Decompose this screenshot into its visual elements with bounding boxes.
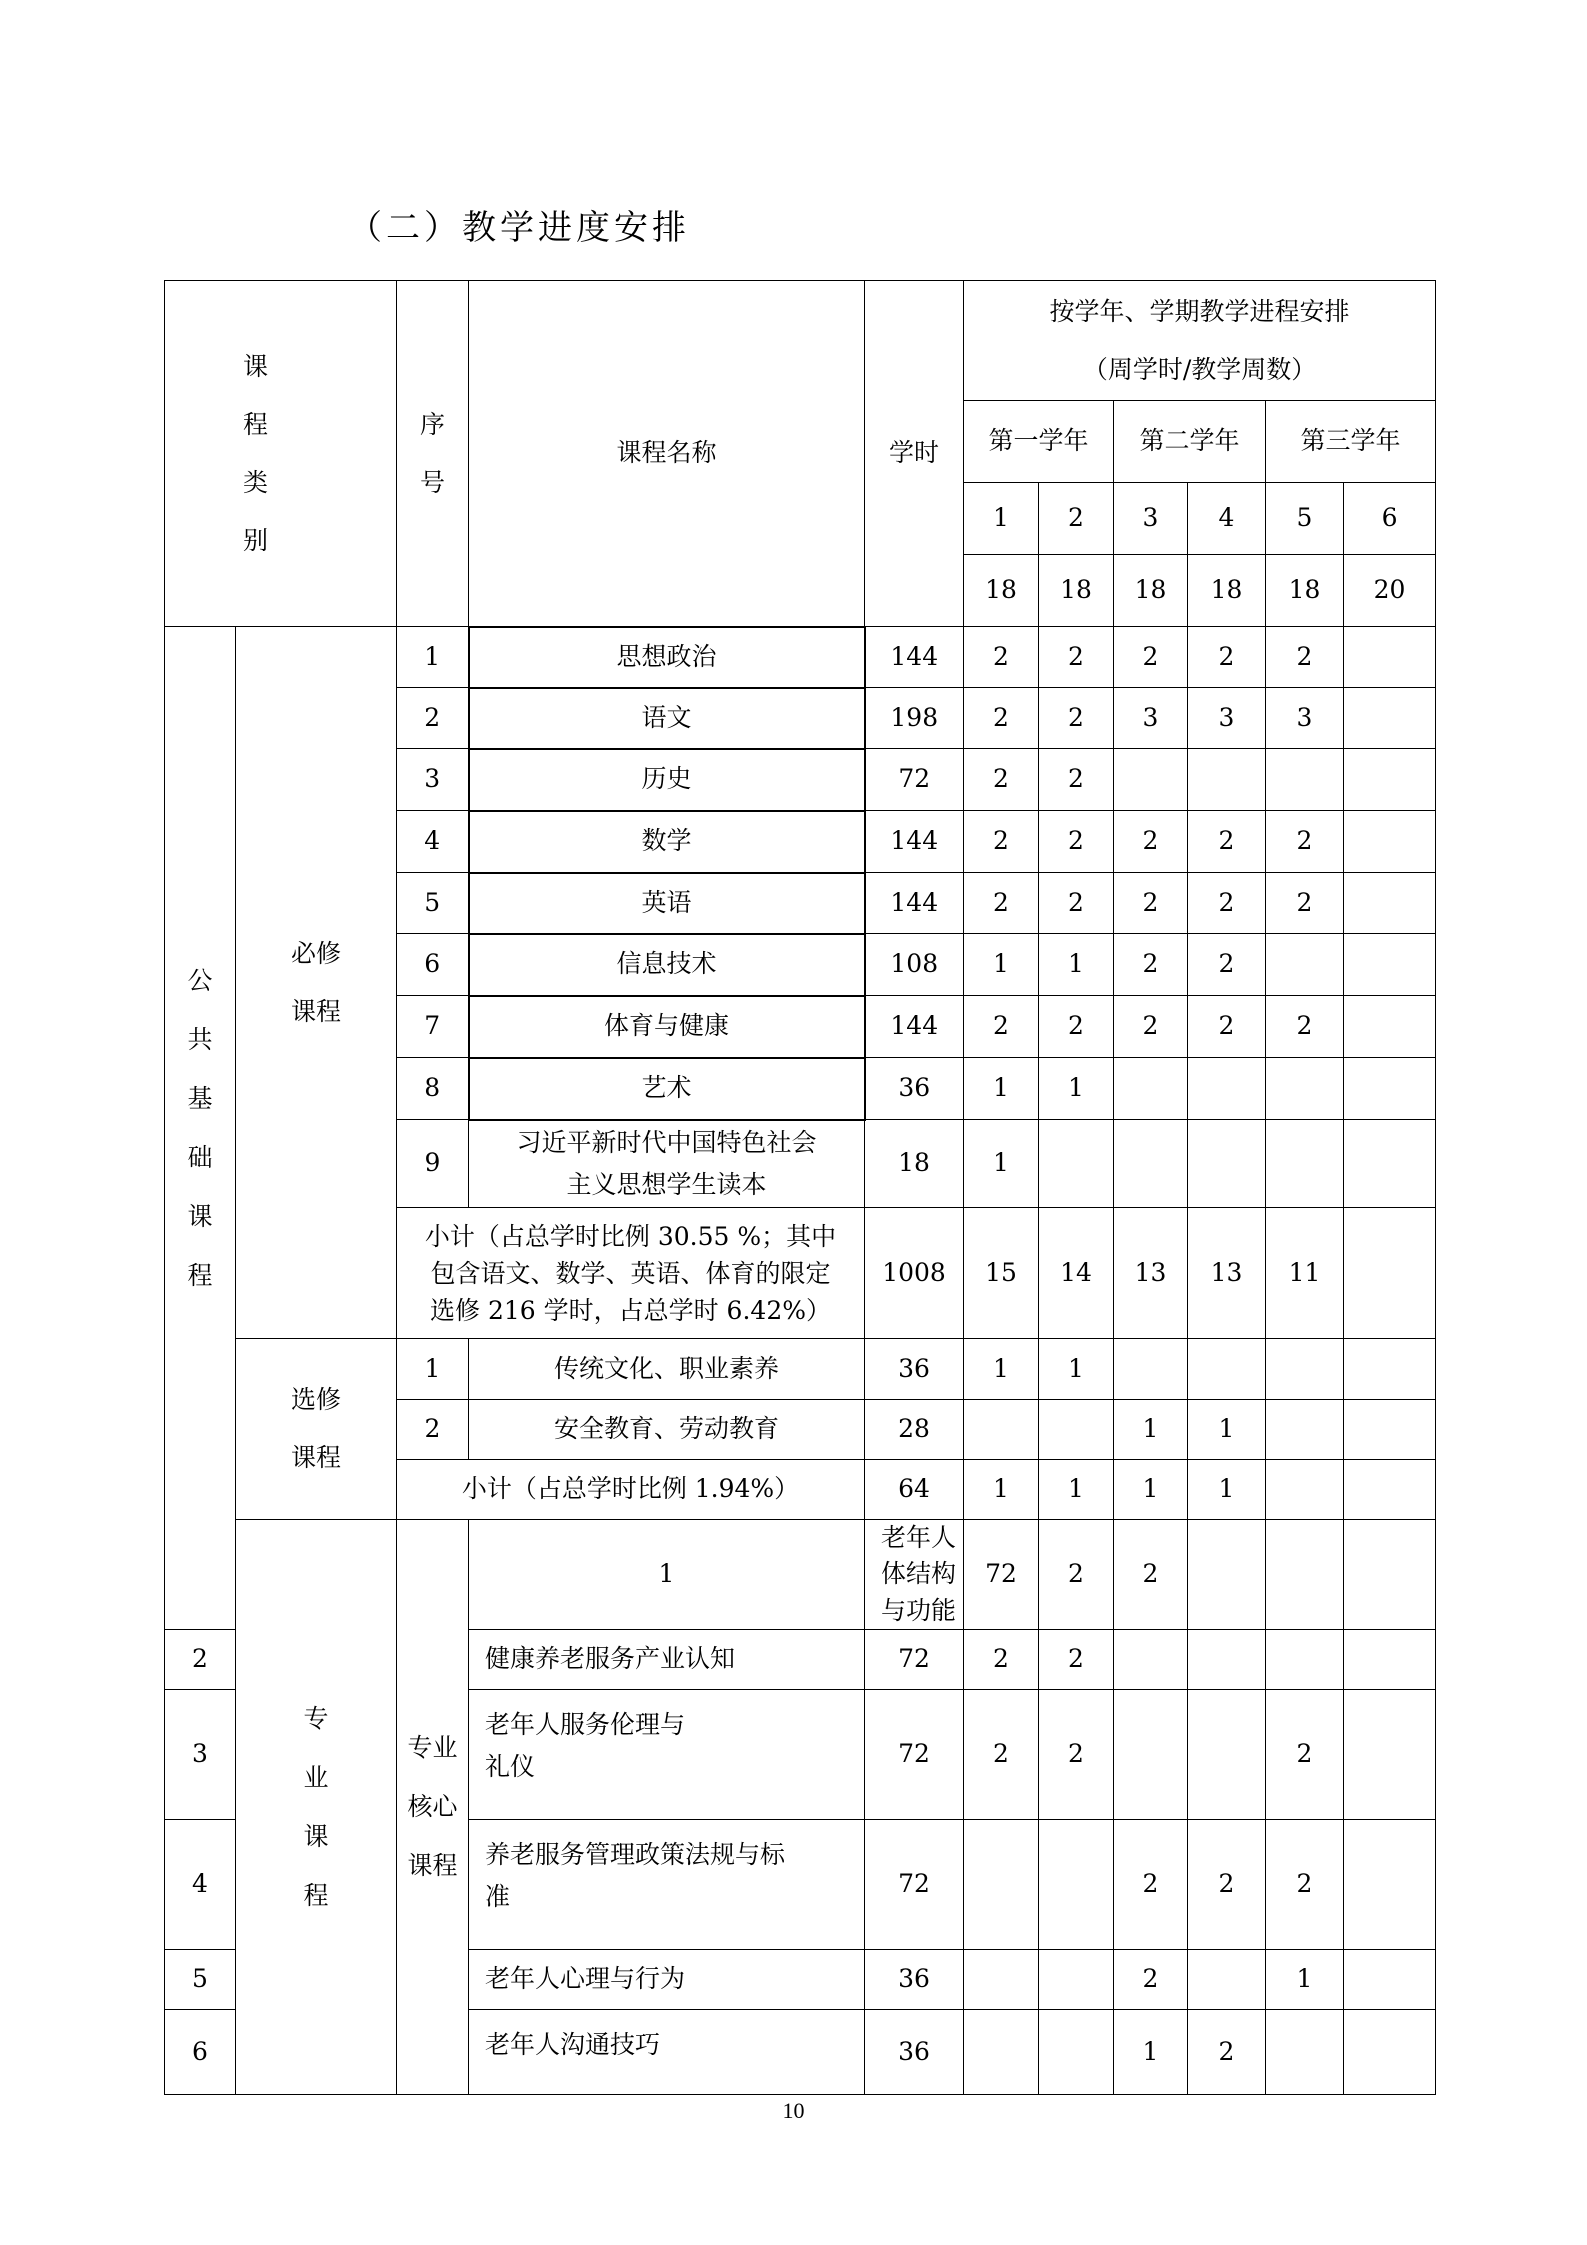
sem-hours bbox=[1266, 1058, 1344, 1120]
row-seq: 2 bbox=[397, 688, 469, 749]
sem-hours: 2 bbox=[1039, 1689, 1114, 1819]
row-seq: 1 bbox=[397, 627, 469, 688]
sem-hours bbox=[1344, 811, 1436, 873]
sem-hours: 2 bbox=[964, 688, 1039, 749]
sem-hours: 14 bbox=[1039, 1208, 1114, 1339]
sem-hours: 2 bbox=[1188, 2009, 1266, 2094]
sem-hours: 2 bbox=[1114, 1949, 1188, 2009]
course-name: 养老服务管理政策法规与标 准 bbox=[469, 1819, 865, 1949]
course-name: 体育与健康 bbox=[469, 996, 865, 1058]
sem-hours bbox=[1344, 1949, 1436, 2009]
sem-hours bbox=[1344, 1520, 1436, 1630]
sem-hours: 1 bbox=[964, 1339, 1039, 1400]
sem-hours bbox=[1188, 1339, 1266, 1400]
course-hours: 72 bbox=[865, 1689, 964, 1819]
sem-hours bbox=[1266, 749, 1344, 811]
course-name: 思想政治 bbox=[469, 627, 865, 688]
course-hours: 28 bbox=[865, 1400, 964, 1460]
sem-hours bbox=[1344, 2009, 1436, 2094]
course-hours: 144 bbox=[865, 627, 964, 688]
sem-hours: 2 bbox=[1266, 1819, 1344, 1949]
sem-hours bbox=[1266, 1629, 1344, 1689]
header-year-2: 第二学年 bbox=[1114, 401, 1266, 483]
sem-hours: 3 bbox=[1266, 688, 1344, 749]
sem-hours bbox=[1114, 1689, 1188, 1819]
sem-hours bbox=[1344, 749, 1436, 811]
sem-hours bbox=[964, 1949, 1039, 2009]
course-name: 安全教育、劳动教育 bbox=[469, 1400, 865, 1460]
sem-hours: 2 bbox=[1266, 996, 1344, 1058]
sem-hours bbox=[1266, 1400, 1344, 1460]
sem-hours: 1 bbox=[1266, 1949, 1344, 2009]
course-name: 老年人沟通技巧 bbox=[469, 2009, 865, 2094]
header-semester: 6 bbox=[1344, 483, 1436, 555]
header-weeks: 18 bbox=[1266, 555, 1344, 627]
sem-hours: 2 bbox=[1114, 996, 1188, 1058]
sem-hours: 3 bbox=[1114, 688, 1188, 749]
sem-hours: 1 bbox=[964, 1460, 1039, 1520]
sem-hours bbox=[1039, 1120, 1114, 1208]
course-name: 艺术 bbox=[469, 1058, 865, 1120]
sem-hours bbox=[964, 1819, 1039, 1949]
group-major: 专 业 课 程 bbox=[236, 1520, 397, 2095]
header-semester: 5 bbox=[1266, 483, 1344, 555]
sem-hours bbox=[1344, 934, 1436, 996]
sem-hours: 2 bbox=[1039, 996, 1114, 1058]
sem-hours bbox=[1344, 688, 1436, 749]
elective-subtotal-label: 小计（占总学时比例 1.94%） bbox=[397, 1460, 865, 1520]
sem-hours: 1 bbox=[1039, 1339, 1114, 1400]
sem-hours: 2 bbox=[1188, 934, 1266, 996]
sem-hours bbox=[1344, 627, 1436, 688]
course-hours: 36 bbox=[865, 1058, 964, 1120]
sem-hours: 2 bbox=[1039, 749, 1114, 811]
row-seq: 7 bbox=[397, 996, 469, 1058]
course-name: 英语 bbox=[469, 873, 865, 934]
course-hours: 72 bbox=[865, 1629, 964, 1689]
row-seq: 6 bbox=[165, 2009, 236, 2094]
subtotal-hours: 64 bbox=[865, 1460, 964, 1520]
sem-hours bbox=[1344, 1400, 1436, 1460]
course-name: 健康养老服务产业认知 bbox=[469, 1629, 865, 1689]
section-heading: （二）教学进度安排 bbox=[348, 208, 690, 248]
sem-hours bbox=[1039, 1400, 1114, 1460]
sem-hours bbox=[1266, 1339, 1344, 1400]
sem-hours: 1 bbox=[1188, 1400, 1266, 1460]
header-category: 课 程 类 别 bbox=[165, 281, 397, 627]
sem-hours bbox=[1266, 1520, 1344, 1630]
sem-hours bbox=[1114, 1339, 1188, 1400]
row-seq: 6 bbox=[397, 934, 469, 996]
required-subtotal-label: 小计（占总学时比例 30.55 %；其中 包含语文、数学、英语、体育的限定 选修 216 学时，占总学时 6.42%） bbox=[397, 1208, 865, 1339]
row-seq: 3 bbox=[165, 1689, 236, 1819]
sem-hours: 2 bbox=[1114, 934, 1188, 996]
sem-hours bbox=[964, 1400, 1039, 1460]
course-name: 历史 bbox=[469, 749, 865, 811]
course-hours: 18 bbox=[865, 1120, 964, 1208]
sem-hours: 2 bbox=[964, 811, 1039, 873]
sem-hours: 2 bbox=[1039, 811, 1114, 873]
sem-hours: 2 bbox=[1188, 811, 1266, 873]
row-seq: 1 bbox=[469, 1520, 865, 1630]
sem-hours: 2 bbox=[964, 1629, 1039, 1689]
sem-hours: 15 bbox=[964, 1208, 1039, 1339]
sem-hours bbox=[1039, 1949, 1114, 2009]
sem-hours: 11 bbox=[1266, 1208, 1344, 1339]
course-name: 语文 bbox=[469, 688, 865, 749]
sem-hours: 1 bbox=[1114, 1400, 1188, 1460]
sem-hours: 2 bbox=[964, 749, 1039, 811]
sem-hours: 2 bbox=[1039, 873, 1114, 934]
course-hours: 72 bbox=[865, 749, 964, 811]
group-elective: 选修 课程 bbox=[236, 1339, 397, 1520]
header-weeks: 18 bbox=[1039, 555, 1114, 627]
sem-hours bbox=[1188, 1520, 1266, 1630]
schedule-table bbox=[164, 280, 1436, 2095]
row-seq: 2 bbox=[165, 1629, 236, 1689]
sem-hours: 2 bbox=[1188, 627, 1266, 688]
row-seq: 1 bbox=[397, 1339, 469, 1400]
sem-hours bbox=[1344, 873, 1436, 934]
header-year-3: 第三学年 bbox=[1266, 401, 1436, 483]
sem-hours: 2 bbox=[1266, 1689, 1344, 1819]
group-core: 专业 核心 课程 bbox=[397, 1520, 469, 2095]
row-seq: 2 bbox=[397, 1400, 469, 1460]
sem-hours: 13 bbox=[1188, 1208, 1266, 1339]
sem-hours: 2 bbox=[1039, 1520, 1114, 1630]
sem-hours: 2 bbox=[1039, 627, 1114, 688]
sem-hours: 2 bbox=[964, 1689, 1039, 1819]
page-number: 10 bbox=[782, 2098, 805, 2123]
sem-hours bbox=[1266, 934, 1344, 996]
course-name: 传统文化、职业素养 bbox=[469, 1339, 865, 1400]
sem-hours bbox=[1114, 1058, 1188, 1120]
header-year-1: 第一学年 bbox=[964, 401, 1114, 483]
subtotal-hours: 1008 bbox=[865, 1208, 964, 1339]
course-hours: 144 bbox=[865, 873, 964, 934]
row-seq: 3 bbox=[397, 749, 469, 811]
row-seq: 8 bbox=[397, 1058, 469, 1120]
course-name: 习近平新时代中国特色社会 主义思想学生读本 bbox=[469, 1120, 865, 1208]
row-seq: 5 bbox=[397, 873, 469, 934]
header-weeks: 18 bbox=[1114, 555, 1188, 627]
sem-hours: 2 bbox=[1114, 873, 1188, 934]
sem-hours: 2 bbox=[964, 627, 1039, 688]
row-seq: 4 bbox=[165, 1819, 236, 1949]
sem-hours bbox=[1188, 1949, 1266, 2009]
sem-hours bbox=[1344, 1058, 1436, 1120]
sem-hours: 1 bbox=[964, 1058, 1039, 1120]
course-name: 老年人心理与行为 bbox=[469, 1949, 865, 2009]
course-hours: 144 bbox=[865, 811, 964, 873]
group-public-basic: 公 共 基 础 课 程 bbox=[165, 627, 236, 1630]
sem-hours: 13 bbox=[1114, 1208, 1188, 1339]
sem-hours: 2 bbox=[964, 873, 1039, 934]
header-weeks: 18 bbox=[1188, 555, 1266, 627]
group-required: 必修 课程 bbox=[236, 627, 397, 1339]
course-hours: 108 bbox=[865, 934, 964, 996]
sem-hours bbox=[1344, 1339, 1436, 1400]
header-seq: 序 号 bbox=[397, 281, 469, 627]
sem-hours: 1 bbox=[1039, 1058, 1114, 1120]
sem-hours: 3 bbox=[1188, 688, 1266, 749]
sem-hours: 1 bbox=[1114, 2009, 1188, 2094]
sem-hours bbox=[1114, 1120, 1188, 1208]
sem-hours: 2 bbox=[1266, 627, 1344, 688]
sem-hours bbox=[1188, 1689, 1266, 1819]
row-seq: 9 bbox=[397, 1120, 469, 1208]
sem-hours: 2 bbox=[1114, 627, 1188, 688]
sem-hours: 2 bbox=[1266, 873, 1344, 934]
sem-hours: 2 bbox=[1188, 873, 1266, 934]
sem-hours bbox=[1188, 1629, 1266, 1689]
row-seq: 4 bbox=[397, 811, 469, 873]
sem-hours: 2 bbox=[964, 996, 1039, 1058]
header-semester: 3 bbox=[1114, 483, 1188, 555]
course-hours: 198 bbox=[865, 688, 964, 749]
sem-hours: 2 bbox=[1266, 811, 1344, 873]
sem-hours: 1 bbox=[1039, 934, 1114, 996]
sem-hours: 2 bbox=[1114, 1819, 1188, 1949]
header-weeks: 20 bbox=[1344, 555, 1436, 627]
header-course-name: 课程名称 bbox=[469, 281, 865, 627]
sem-hours bbox=[1114, 1629, 1188, 1689]
sem-hours bbox=[1344, 1689, 1436, 1819]
sem-hours: 2 bbox=[1188, 996, 1266, 1058]
sem-hours: 1 bbox=[1188, 1460, 1266, 1520]
header-weeks: 18 bbox=[964, 555, 1039, 627]
header-semester: 2 bbox=[1039, 483, 1114, 555]
header-semester: 1 bbox=[964, 483, 1039, 555]
sem-hours bbox=[1266, 1460, 1344, 1520]
row-seq: 5 bbox=[165, 1949, 236, 2009]
course-name: 数学 bbox=[469, 811, 865, 873]
course-hours: 144 bbox=[865, 996, 964, 1058]
sem-hours bbox=[1039, 1819, 1114, 1949]
course-hours: 36 bbox=[865, 1949, 964, 2009]
course-hours: 72 bbox=[964, 1520, 1039, 1630]
course-hours: 36 bbox=[865, 1339, 964, 1400]
header-schedule-title: 按学年、学期教学进程安排 （周学时/教学周数） bbox=[964, 281, 1436, 401]
sem-hours: 1 bbox=[964, 934, 1039, 996]
sem-hours: 1 bbox=[1039, 1460, 1114, 1520]
sem-hours bbox=[1266, 1120, 1344, 1208]
sem-hours: 2 bbox=[1039, 1629, 1114, 1689]
sem-hours bbox=[1344, 1629, 1436, 1689]
sem-hours bbox=[964, 2009, 1039, 2094]
sem-hours: 2 bbox=[1114, 1520, 1188, 1630]
sem-hours: 1 bbox=[1114, 1460, 1188, 1520]
sem-hours bbox=[1344, 1460, 1436, 1520]
course-hours: 72 bbox=[865, 1819, 964, 1949]
header-hours: 学时 bbox=[865, 281, 964, 627]
sem-hours bbox=[1114, 749, 1188, 811]
sem-hours bbox=[1188, 1120, 1266, 1208]
course-hours: 36 bbox=[865, 2009, 964, 2094]
sem-hours: 2 bbox=[1039, 688, 1114, 749]
course-name: 老年人服务伦理与 礼仪 bbox=[469, 1689, 865, 1819]
course-name: 老年人体结构与功能 bbox=[865, 1520, 964, 1630]
sem-hours bbox=[1188, 749, 1266, 811]
sem-hours: 1 bbox=[964, 1120, 1039, 1208]
sem-hours bbox=[1188, 1058, 1266, 1120]
sem-hours bbox=[1266, 2009, 1344, 2094]
sem-hours bbox=[1039, 2009, 1114, 2094]
sem-hours: 2 bbox=[1188, 1819, 1266, 1949]
sem-hours bbox=[1344, 1819, 1436, 1949]
sem-hours bbox=[1344, 1208, 1436, 1339]
header-semester: 4 bbox=[1188, 483, 1266, 555]
course-name: 信息技术 bbox=[469, 934, 865, 996]
sem-hours: 2 bbox=[1114, 811, 1188, 873]
sem-hours bbox=[1344, 996, 1436, 1058]
sem-hours bbox=[1344, 1120, 1436, 1208]
